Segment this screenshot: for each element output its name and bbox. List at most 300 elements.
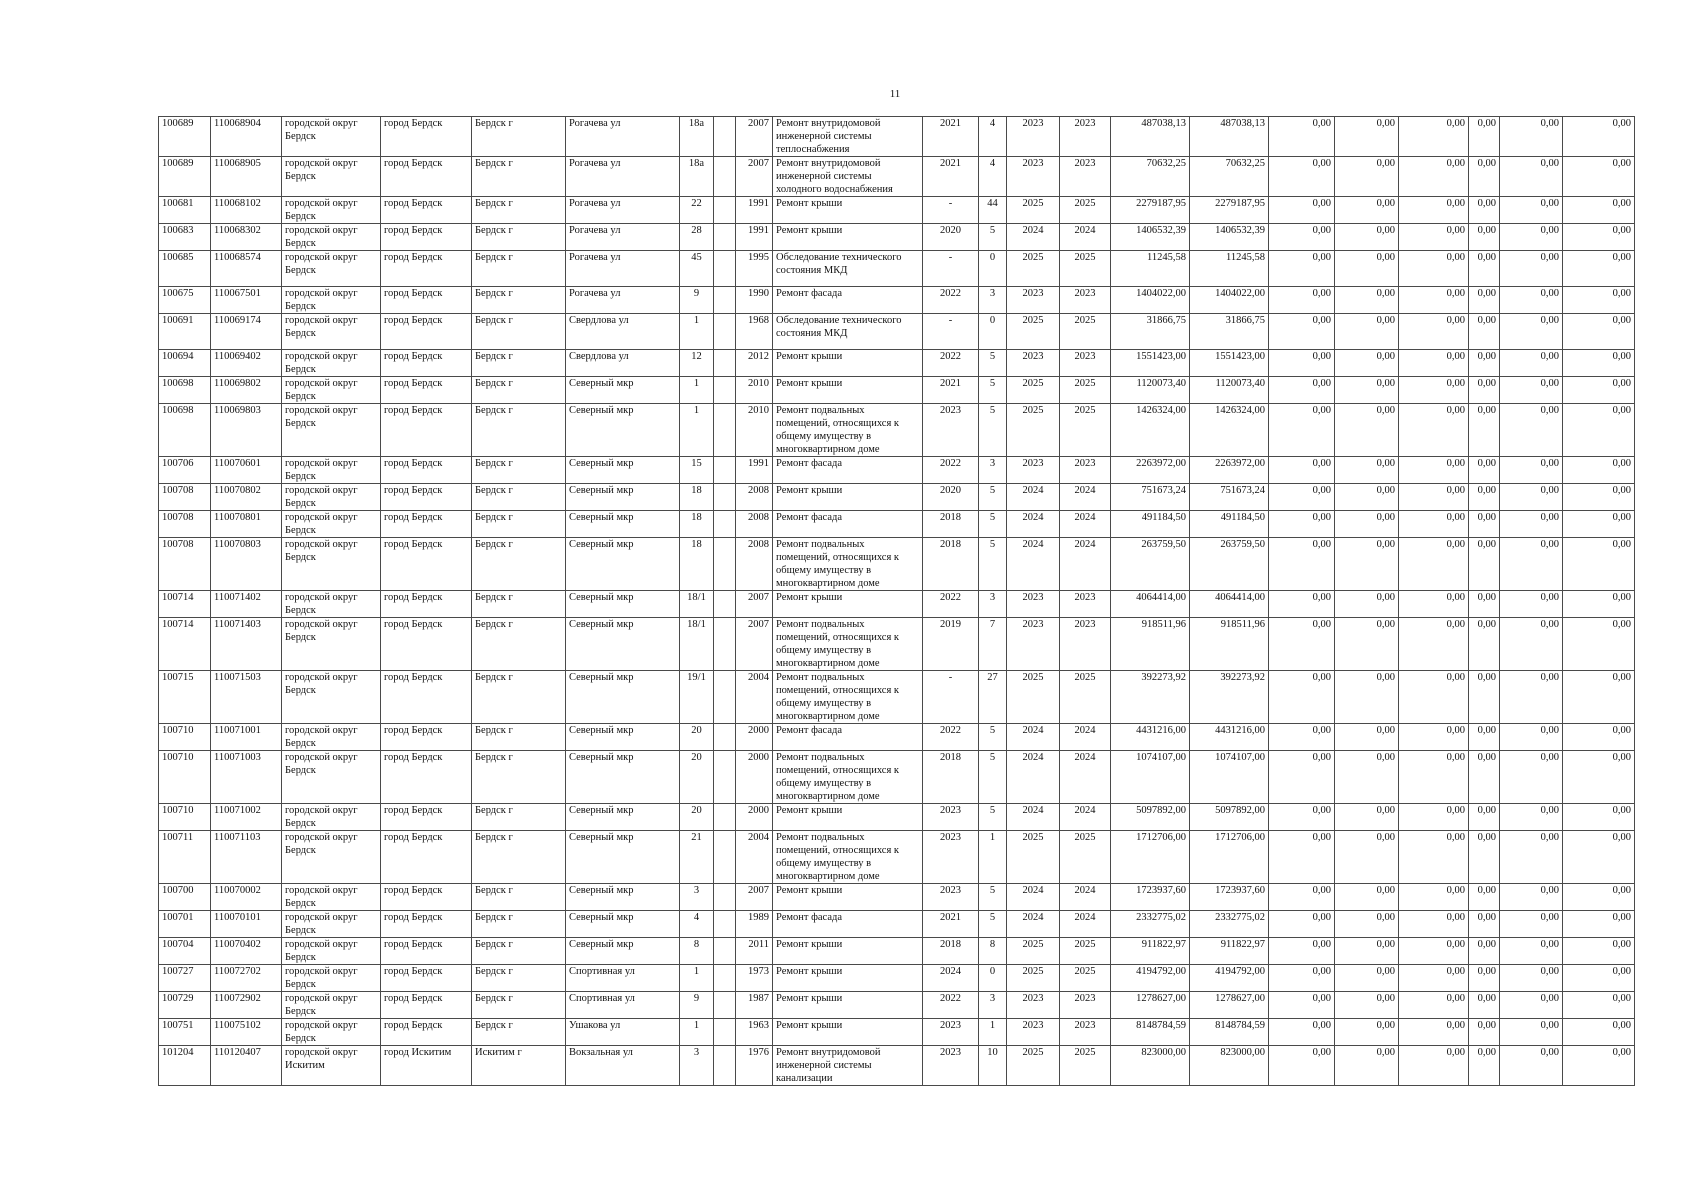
cell-cost-regional: 0,00 xyxy=(1335,350,1399,377)
cell-wear-percent: 5 xyxy=(979,538,1007,591)
cell-house-id: 100689 xyxy=(159,117,211,157)
cell-cost-owners: 1406532,39 xyxy=(1190,224,1269,251)
cell-house-number: 18 xyxy=(680,511,714,538)
cell-house-number: 3 xyxy=(680,1046,714,1086)
cell-work-id: 110071402 xyxy=(211,591,282,618)
cell-cost-other-a: 0,00 xyxy=(1469,724,1500,751)
cell-wear-percent: 5 xyxy=(979,484,1007,511)
cell-total-cost: 263759,50 xyxy=(1111,538,1190,591)
cell-cost-federal: 0,00 xyxy=(1269,1019,1335,1046)
cell-build-year: 1990 xyxy=(736,287,773,314)
cell-municipality: городской округ Бердск xyxy=(282,251,381,287)
table-row xyxy=(159,804,1635,831)
cell-total-cost: 1551423,00 xyxy=(1111,350,1190,377)
cell-cost-other-a: 0,00 xyxy=(1469,287,1500,314)
cell-cost-federal: 0,00 xyxy=(1269,157,1335,197)
cell-cost-federal: 0,00 xyxy=(1269,965,1335,992)
cell-municipality: городской округ Бердск xyxy=(282,404,381,457)
cell-cost-owners: 263759,50 xyxy=(1190,538,1269,591)
cell-cost-other-c: 0,00 xyxy=(1563,618,1635,671)
cell-work-id: 110070601 xyxy=(211,457,282,484)
cell-cost-other-c: 0,00 xyxy=(1563,197,1635,224)
cell-street: Северный мкр xyxy=(566,377,680,404)
cell-cost-local: 0,00 xyxy=(1399,831,1469,884)
cell-cost-other-c: 0,00 xyxy=(1563,804,1635,831)
cell-settlement: город Бердск xyxy=(381,287,472,314)
cell-survey-year: 2023 xyxy=(923,884,979,911)
cell-total-cost: 4194792,00 xyxy=(1111,965,1190,992)
cell-cost-regional: 0,00 xyxy=(1335,457,1399,484)
cell-house-id: 100689 xyxy=(159,157,211,197)
cell-cost-other-c: 0,00 xyxy=(1563,350,1635,377)
cell-cost-owners: 1426324,00 xyxy=(1190,404,1269,457)
cell-plan-year-end: 2023 xyxy=(1060,117,1111,157)
cell-cost-other-c: 0,00 xyxy=(1563,724,1635,751)
cell-wear-percent: 7 xyxy=(979,618,1007,671)
cell-work-id: 110072902 xyxy=(211,992,282,1019)
cell-locality: Бердск г xyxy=(472,287,566,314)
cell-settlement: город Бердск xyxy=(381,751,472,804)
cell-build-year: 2007 xyxy=(736,591,773,618)
cell-plan-year-end: 2023 xyxy=(1060,157,1111,197)
cell-cost-federal: 0,00 xyxy=(1269,992,1335,1019)
cell-building xyxy=(714,671,736,724)
table-row xyxy=(159,287,1635,314)
cell-plan-year-end: 2023 xyxy=(1060,287,1111,314)
cell-cost-federal: 0,00 xyxy=(1269,911,1335,938)
cell-cost-federal: 0,00 xyxy=(1269,538,1335,591)
table-row xyxy=(159,831,1635,884)
cell-cost-federal: 0,00 xyxy=(1269,724,1335,751)
cell-cost-federal: 0,00 xyxy=(1269,197,1335,224)
cell-plan-year-end: 2023 xyxy=(1060,457,1111,484)
cell-cost-owners: 31866,75 xyxy=(1190,314,1269,350)
cell-municipality: городской округ Искитим xyxy=(282,1046,381,1086)
cell-municipality: городской округ Бердск xyxy=(282,538,381,591)
cell-street: Северный мкр xyxy=(566,938,680,965)
cell-cost-regional: 0,00 xyxy=(1335,671,1399,724)
table-row xyxy=(159,314,1635,350)
cell-settlement: город Бердск xyxy=(381,831,472,884)
cell-cost-local: 0,00 xyxy=(1399,591,1469,618)
cell-municipality: городской округ Бердск xyxy=(282,314,381,350)
cell-work-id: 110071001 xyxy=(211,724,282,751)
cell-locality: Бердск г xyxy=(472,350,566,377)
cell-work-id: 110071003 xyxy=(211,751,282,804)
cell-locality: Бердск г xyxy=(472,992,566,1019)
cell-cost-owners: 1712706,00 xyxy=(1190,831,1269,884)
cell-build-year: 2008 xyxy=(736,538,773,591)
cell-cost-other-c: 0,00 xyxy=(1563,224,1635,251)
cell-municipality: городской округ Бердск xyxy=(282,377,381,404)
cell-plan-year-end: 2024 xyxy=(1060,538,1111,591)
cell-build-year: 2004 xyxy=(736,671,773,724)
cell-work-type: Ремонт фасада xyxy=(773,287,923,314)
cell-building xyxy=(714,884,736,911)
cell-street: Рогачева ул xyxy=(566,251,680,287)
cell-locality: Бердск г xyxy=(472,117,566,157)
cell-survey-year: - xyxy=(923,251,979,287)
cell-locality: Бердск г xyxy=(472,377,566,404)
cell-house-id: 100708 xyxy=(159,484,211,511)
cell-house-number: 18 xyxy=(680,484,714,511)
cell-settlement: город Бердск xyxy=(381,117,472,157)
cell-plan-year-end: 2023 xyxy=(1060,618,1111,671)
cell-street: Рогачева ул xyxy=(566,287,680,314)
cell-settlement: город Бердск xyxy=(381,197,472,224)
cell-house-number: 1 xyxy=(680,314,714,350)
cell-survey-year: 2018 xyxy=(923,938,979,965)
cell-plan-year-end: 2023 xyxy=(1060,350,1111,377)
cell-cost-other-a: 0,00 xyxy=(1469,350,1500,377)
cell-cost-regional: 0,00 xyxy=(1335,1019,1399,1046)
cell-settlement: город Бердск xyxy=(381,804,472,831)
cell-street: Ушакова ул xyxy=(566,1019,680,1046)
cell-cost-federal: 0,00 xyxy=(1269,350,1335,377)
cell-street: Северный мкр xyxy=(566,618,680,671)
cell-work-type: Ремонт подвальных помещений, относящихся к общему имуществу в многоквартирном доме xyxy=(773,618,923,671)
cell-cost-other-c: 0,00 xyxy=(1563,831,1635,884)
cell-work-id: 110071503 xyxy=(211,671,282,724)
cell-locality: Бердск г xyxy=(472,591,566,618)
cell-cost-other-a: 0,00 xyxy=(1469,938,1500,965)
cell-work-id: 110070803 xyxy=(211,538,282,591)
cell-survey-year: 2021 xyxy=(923,157,979,197)
cell-cost-other-b: 0,00 xyxy=(1500,287,1563,314)
table-row xyxy=(159,911,1635,938)
cell-plan-year-end: 2024 xyxy=(1060,884,1111,911)
cell-cost-other-a: 0,00 xyxy=(1469,484,1500,511)
cell-wear-percent: 1 xyxy=(979,831,1007,884)
cell-house-id: 100710 xyxy=(159,804,211,831)
cell-plan-year-start: 2023 xyxy=(1007,618,1060,671)
cell-survey-year: 2018 xyxy=(923,511,979,538)
cell-street: Северный мкр xyxy=(566,484,680,511)
cell-cost-other-a: 0,00 xyxy=(1469,804,1500,831)
cell-plan-year-end: 2024 xyxy=(1060,511,1111,538)
cell-work-id: 110071103 xyxy=(211,831,282,884)
cell-building xyxy=(714,538,736,591)
cell-survey-year: 2020 xyxy=(923,224,979,251)
cell-work-type: Ремонт подвальных помещений, относящихся к общему имуществу в многоквартирном доме xyxy=(773,538,923,591)
cell-house-number: 9 xyxy=(680,287,714,314)
cell-cost-local: 0,00 xyxy=(1399,911,1469,938)
cell-plan-year-start: 2023 xyxy=(1007,591,1060,618)
cell-cost-owners: 1551423,00 xyxy=(1190,350,1269,377)
table-row xyxy=(159,377,1635,404)
cell-cost-regional: 0,00 xyxy=(1335,404,1399,457)
cell-work-type: Ремонт крыши xyxy=(773,484,923,511)
cell-total-cost: 823000,00 xyxy=(1111,1046,1190,1086)
table-row xyxy=(159,751,1635,804)
cell-wear-percent: 5 xyxy=(979,724,1007,751)
table-row xyxy=(159,117,1635,157)
cell-wear-percent: 5 xyxy=(979,884,1007,911)
cell-plan-year-start: 2023 xyxy=(1007,157,1060,197)
cell-build-year: 2004 xyxy=(736,831,773,884)
cell-cost-regional: 0,00 xyxy=(1335,287,1399,314)
cell-plan-year-end: 2024 xyxy=(1060,804,1111,831)
cell-house-number: 21 xyxy=(680,831,714,884)
cell-cost-local: 0,00 xyxy=(1399,484,1469,511)
cell-survey-year: 2021 xyxy=(923,377,979,404)
cell-total-cost: 1074107,00 xyxy=(1111,751,1190,804)
cell-locality: Бердск г xyxy=(472,484,566,511)
cell-work-id: 110068102 xyxy=(211,197,282,224)
cell-cost-regional: 0,00 xyxy=(1335,251,1399,287)
cell-wear-percent: 8 xyxy=(979,938,1007,965)
cell-total-cost: 11245,58 xyxy=(1111,251,1190,287)
cell-municipality: городской округ Бердск xyxy=(282,884,381,911)
cell-cost-local: 0,00 xyxy=(1399,224,1469,251)
cell-build-year: 1991 xyxy=(736,197,773,224)
cell-house-id: 100751 xyxy=(159,1019,211,1046)
cell-street: Северный мкр xyxy=(566,511,680,538)
cell-cost-owners: 4194792,00 xyxy=(1190,965,1269,992)
cell-survey-year: 2019 xyxy=(923,618,979,671)
cell-survey-year: - xyxy=(923,314,979,350)
cell-cost-federal: 0,00 xyxy=(1269,511,1335,538)
cell-settlement: город Бердск xyxy=(381,157,472,197)
cell-cost-regional: 0,00 xyxy=(1335,804,1399,831)
cell-plan-year-end: 2025 xyxy=(1060,377,1111,404)
cell-cost-regional: 0,00 xyxy=(1335,591,1399,618)
cell-municipality: городской округ Бердск xyxy=(282,618,381,671)
cell-cost-local: 0,00 xyxy=(1399,314,1469,350)
cell-house-id: 100700 xyxy=(159,884,211,911)
cell-house-number: 20 xyxy=(680,724,714,751)
cell-plan-year-end: 2025 xyxy=(1060,938,1111,965)
cell-locality: Бердск г xyxy=(472,671,566,724)
cell-work-type: Ремонт подвальных помещений, относящихся к общему имуществу в многоквартирном доме xyxy=(773,751,923,804)
cell-settlement: город Бердск xyxy=(381,1019,472,1046)
cell-plan-year-start: 2023 xyxy=(1007,287,1060,314)
cell-house-id: 100685 xyxy=(159,251,211,287)
cell-work-type: Обследование технического состояния МКД xyxy=(773,251,923,287)
cell-cost-local: 0,00 xyxy=(1399,938,1469,965)
cell-house-id: 100675 xyxy=(159,287,211,314)
cell-house-id: 100706 xyxy=(159,457,211,484)
cell-work-type: Обследование технического состояния МКД xyxy=(773,314,923,350)
cell-work-type: Ремонт фасада xyxy=(773,457,923,484)
cell-cost-regional: 0,00 xyxy=(1335,157,1399,197)
cell-cost-other-a: 0,00 xyxy=(1469,671,1500,724)
table-row xyxy=(159,884,1635,911)
cell-total-cost: 911822,97 xyxy=(1111,938,1190,965)
cell-cost-federal: 0,00 xyxy=(1269,224,1335,251)
cell-house-number: 20 xyxy=(680,804,714,831)
cell-cost-regional: 0,00 xyxy=(1335,751,1399,804)
cell-survey-year: 2023 xyxy=(923,1019,979,1046)
cell-work-type: Ремонт подвальных помещений, относящихся к общему имуществу в многоквартирном доме xyxy=(773,831,923,884)
cell-building xyxy=(714,197,736,224)
cell-building xyxy=(714,484,736,511)
cell-plan-year-end: 2025 xyxy=(1060,1046,1111,1086)
cell-build-year: 2012 xyxy=(736,350,773,377)
cell-cost-regional: 0,00 xyxy=(1335,197,1399,224)
cell-build-year: 2008 xyxy=(736,484,773,511)
cell-total-cost: 392273,92 xyxy=(1111,671,1190,724)
table-row xyxy=(159,992,1635,1019)
cell-cost-local: 0,00 xyxy=(1399,1019,1469,1046)
cell-plan-year-start: 2024 xyxy=(1007,538,1060,591)
cell-street: Северный мкр xyxy=(566,457,680,484)
cell-total-cost: 1723937,60 xyxy=(1111,884,1190,911)
cell-survey-year: 2021 xyxy=(923,911,979,938)
cell-cost-other-a: 0,00 xyxy=(1469,314,1500,350)
cell-cost-other-b: 0,00 xyxy=(1500,157,1563,197)
cell-cost-other-b: 0,00 xyxy=(1500,484,1563,511)
cell-cost-local: 0,00 xyxy=(1399,538,1469,591)
cell-building xyxy=(714,350,736,377)
cell-house-number: 18/1 xyxy=(680,591,714,618)
cell-cost-other-b: 0,00 xyxy=(1500,538,1563,591)
cell-survey-year: 2020 xyxy=(923,484,979,511)
cell-building xyxy=(714,938,736,965)
cell-street: Северный мкр xyxy=(566,671,680,724)
cell-cost-owners: 487038,13 xyxy=(1190,117,1269,157)
cell-cost-other-c: 0,00 xyxy=(1563,591,1635,618)
cell-cost-owners: 1723937,60 xyxy=(1190,884,1269,911)
cell-cost-federal: 0,00 xyxy=(1269,457,1335,484)
cell-cost-other-a: 0,00 xyxy=(1469,197,1500,224)
cell-build-year: 1991 xyxy=(736,457,773,484)
cell-wear-percent: 5 xyxy=(979,751,1007,804)
cell-house-number: 1 xyxy=(680,404,714,457)
cell-street: Рогачева ул xyxy=(566,117,680,157)
cell-cost-other-c: 0,00 xyxy=(1563,992,1635,1019)
cell-municipality: городской округ Бердск xyxy=(282,457,381,484)
cell-plan-year-start: 2024 xyxy=(1007,911,1060,938)
cell-cost-other-b: 0,00 xyxy=(1500,965,1563,992)
cell-wear-percent: 0 xyxy=(979,965,1007,992)
cell-plan-year-start: 2023 xyxy=(1007,1019,1060,1046)
cell-build-year: 1968 xyxy=(736,314,773,350)
cell-building xyxy=(714,1019,736,1046)
cell-settlement: город Бердск xyxy=(381,671,472,724)
table-row xyxy=(159,538,1635,591)
cell-plan-year-start: 2023 xyxy=(1007,457,1060,484)
cell-house-id: 100708 xyxy=(159,511,211,538)
cell-cost-other-c: 0,00 xyxy=(1563,157,1635,197)
cell-plan-year-start: 2025 xyxy=(1007,314,1060,350)
cell-total-cost: 1404022,00 xyxy=(1111,287,1190,314)
cell-street: Северный мкр xyxy=(566,538,680,591)
cell-municipality: городской округ Бердск xyxy=(282,724,381,751)
cell-plan-year-start: 2025 xyxy=(1007,1046,1060,1086)
cell-cost-other-c: 0,00 xyxy=(1563,1019,1635,1046)
cell-cost-other-c: 0,00 xyxy=(1563,1046,1635,1086)
cell-cost-federal: 0,00 xyxy=(1269,591,1335,618)
cell-cost-owners: 1120073,40 xyxy=(1190,377,1269,404)
cell-cost-federal: 0,00 xyxy=(1269,884,1335,911)
cell-cost-owners: 1404022,00 xyxy=(1190,287,1269,314)
cell-cost-other-c: 0,00 xyxy=(1563,751,1635,804)
cell-locality: Бердск г xyxy=(472,965,566,992)
cell-building xyxy=(714,377,736,404)
table-row xyxy=(159,484,1635,511)
cell-settlement: город Бердск xyxy=(381,724,472,751)
cell-work-type: Ремонт крыши xyxy=(773,591,923,618)
cell-wear-percent: 5 xyxy=(979,804,1007,831)
cell-cost-other-b: 0,00 xyxy=(1500,591,1563,618)
cell-wear-percent: 0 xyxy=(979,314,1007,350)
cell-cost-federal: 0,00 xyxy=(1269,117,1335,157)
cell-cost-owners: 8148784,59 xyxy=(1190,1019,1269,1046)
cell-work-type: Ремонт внутридомовой инженерной системы холодного водоснабжения xyxy=(773,157,923,197)
cell-plan-year-start: 2025 xyxy=(1007,404,1060,457)
cell-cost-owners: 5097892,00 xyxy=(1190,804,1269,831)
cell-cost-regional: 0,00 xyxy=(1335,314,1399,350)
cell-cost-federal: 0,00 xyxy=(1269,314,1335,350)
cell-building xyxy=(714,314,736,350)
cell-cost-other-a: 0,00 xyxy=(1469,884,1500,911)
cell-plan-year-end: 2025 xyxy=(1060,197,1111,224)
cell-cost-other-b: 0,00 xyxy=(1500,831,1563,884)
cell-work-type: Ремонт крыши xyxy=(773,938,923,965)
cell-building xyxy=(714,1046,736,1086)
cell-cost-federal: 0,00 xyxy=(1269,831,1335,884)
cell-house-id: 100729 xyxy=(159,992,211,1019)
cell-cost-regional: 0,00 xyxy=(1335,377,1399,404)
cell-cost-other-a: 0,00 xyxy=(1469,992,1500,1019)
cell-build-year: 1973 xyxy=(736,965,773,992)
cell-cost-other-b: 0,00 xyxy=(1500,224,1563,251)
table-row xyxy=(159,591,1635,618)
cell-work-id: 110070101 xyxy=(211,911,282,938)
cell-cost-other-c: 0,00 xyxy=(1563,671,1635,724)
cell-plan-year-end: 2024 xyxy=(1060,484,1111,511)
cell-work-type: Ремонт крыши xyxy=(773,377,923,404)
cell-cost-other-b: 0,00 xyxy=(1500,1046,1563,1086)
cell-cost-regional: 0,00 xyxy=(1335,965,1399,992)
cell-build-year: 2000 xyxy=(736,724,773,751)
cell-locality: Бердск г xyxy=(472,724,566,751)
cell-locality: Бердск г xyxy=(472,884,566,911)
cell-wear-percent: 3 xyxy=(979,457,1007,484)
table-row xyxy=(159,965,1635,992)
cell-house-number: 19/1 xyxy=(680,671,714,724)
cell-work-id: 110068302 xyxy=(211,224,282,251)
cell-cost-owners: 911822,97 xyxy=(1190,938,1269,965)
cell-cost-other-b: 0,00 xyxy=(1500,618,1563,671)
cell-house-number: 1 xyxy=(680,1019,714,1046)
cell-wear-percent: 5 xyxy=(979,350,1007,377)
cell-cost-regional: 0,00 xyxy=(1335,618,1399,671)
cell-build-year: 1991 xyxy=(736,224,773,251)
cell-survey-year: 2022 xyxy=(923,992,979,1019)
cell-build-year: 1963 xyxy=(736,1019,773,1046)
cell-house-number: 15 xyxy=(680,457,714,484)
cell-plan-year-start: 2023 xyxy=(1007,992,1060,1019)
cell-locality: Бердск г xyxy=(472,457,566,484)
cell-cost-other-a: 0,00 xyxy=(1469,591,1500,618)
cell-work-id: 110072702 xyxy=(211,965,282,992)
cell-survey-year: 2022 xyxy=(923,457,979,484)
cell-settlement: город Бердск xyxy=(381,884,472,911)
cell-wear-percent: 4 xyxy=(979,117,1007,157)
cell-settlement: город Бердск xyxy=(381,538,472,591)
cell-cost-owners: 2263972,00 xyxy=(1190,457,1269,484)
cell-cost-other-a: 0,00 xyxy=(1469,404,1500,457)
cell-wear-percent: 4 xyxy=(979,157,1007,197)
cell-house-id: 101204 xyxy=(159,1046,211,1086)
cell-settlement: город Бердск xyxy=(381,938,472,965)
cell-street: Северный мкр xyxy=(566,884,680,911)
cell-cost-regional: 0,00 xyxy=(1335,992,1399,1019)
cell-survey-year: 2023 xyxy=(923,831,979,884)
cell-survey-year: 2023 xyxy=(923,804,979,831)
